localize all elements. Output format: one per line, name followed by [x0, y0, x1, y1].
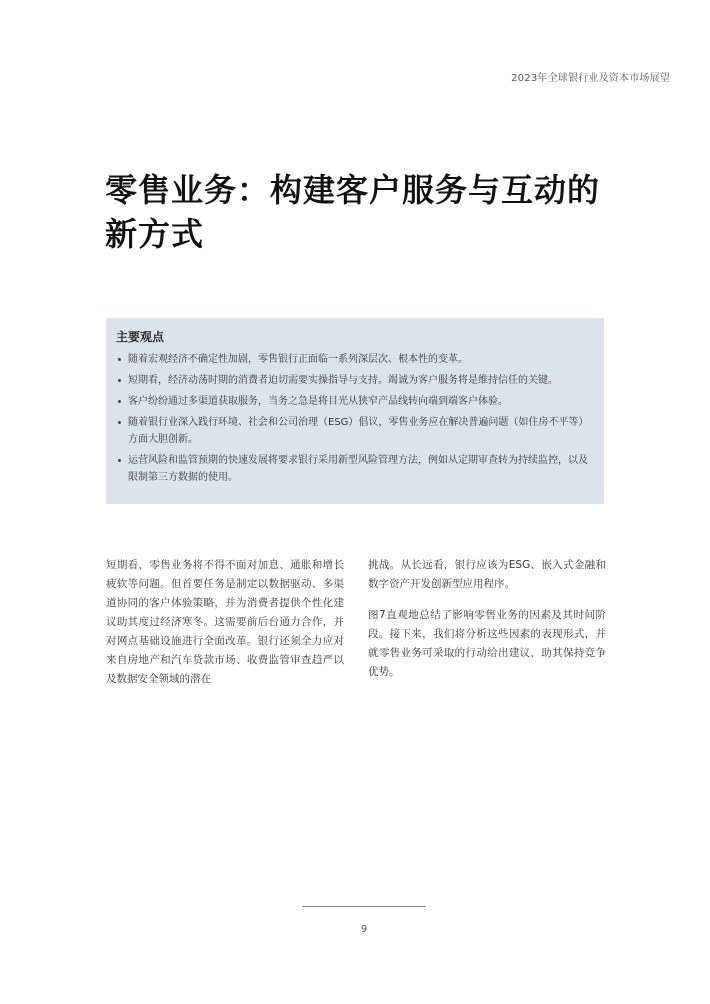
- key-points-list: [116, 351, 592, 486]
- key-point-item: 随着银行业深入践行环境、社会和公司治理（ESG）倡议，零售业务应在解决普遍问题（如住房不平等）方面大胆创新。: [116, 414, 592, 448]
- footer-divider: [302, 906, 426, 907]
- body-paragraph: 短期看，零售业务将不得不面对加息、通胀和增长疲软等问题。但首要任务是制定以数据驱动、多渠道协同的客户体验策略，并为消费者提供个性化建议助其度过经济寒冬。这需要前后台通力合作，并对网点基础设施进行全面改革。银行还须全力应对来自房地产和汽车贷款市场、收费监管审查趋严以及数据安全领域的潜在: [106, 559, 344, 685]
- key-point-item: 随着宏观经济不确定性加剧，零售银行正面临一系列深层次、根本性的变革。: [116, 351, 592, 368]
- key-points-heading: 主要观点: [116, 330, 165, 344]
- running-header: 2023年全球银行业及资本市场展望: [511, 73, 670, 84]
- body-column-right: [368, 556, 606, 694]
- key-point-item: 客户纷纷通过多渠道获取服务，当务之急是将目光从狭窄产品线转向端到端客户体验。: [116, 393, 592, 410]
- page-title-line-2: 新方式: [105, 215, 205, 253]
- key-point-item: 短期看，经济动荡时期的消费者迫切需要实操指导与支持。竭诚为客户服务将是维持信任的关键。: [116, 372, 592, 389]
- page-number: 9: [360, 924, 368, 935]
- page-title-line-1: 零售业务：构建客户服务与互动的: [105, 171, 601, 209]
- body-paragraph: 挑战。从长远看，银行应该为ESG、嵌入式金融和数字资产开发创新型应用程序。: [368, 559, 606, 590]
- key-points-box: [106, 318, 604, 504]
- page-title: [105, 168, 625, 256]
- key-point-item: 运营风险和监管预期的快速发展将要求银行采用新型风险管理方法，例如从定期审查转为持续监控，以及限制第三方数据的使用。: [116, 452, 592, 486]
- body-paragraph: 图7直观地总结了影响零售业务的因素及其时间阶段。接下来，我们将分析这些因素的表现形式，并就零售业务可采取的行动给出建议，助其保持竞争优势。: [368, 609, 606, 678]
- body-column-left: [106, 556, 344, 701]
